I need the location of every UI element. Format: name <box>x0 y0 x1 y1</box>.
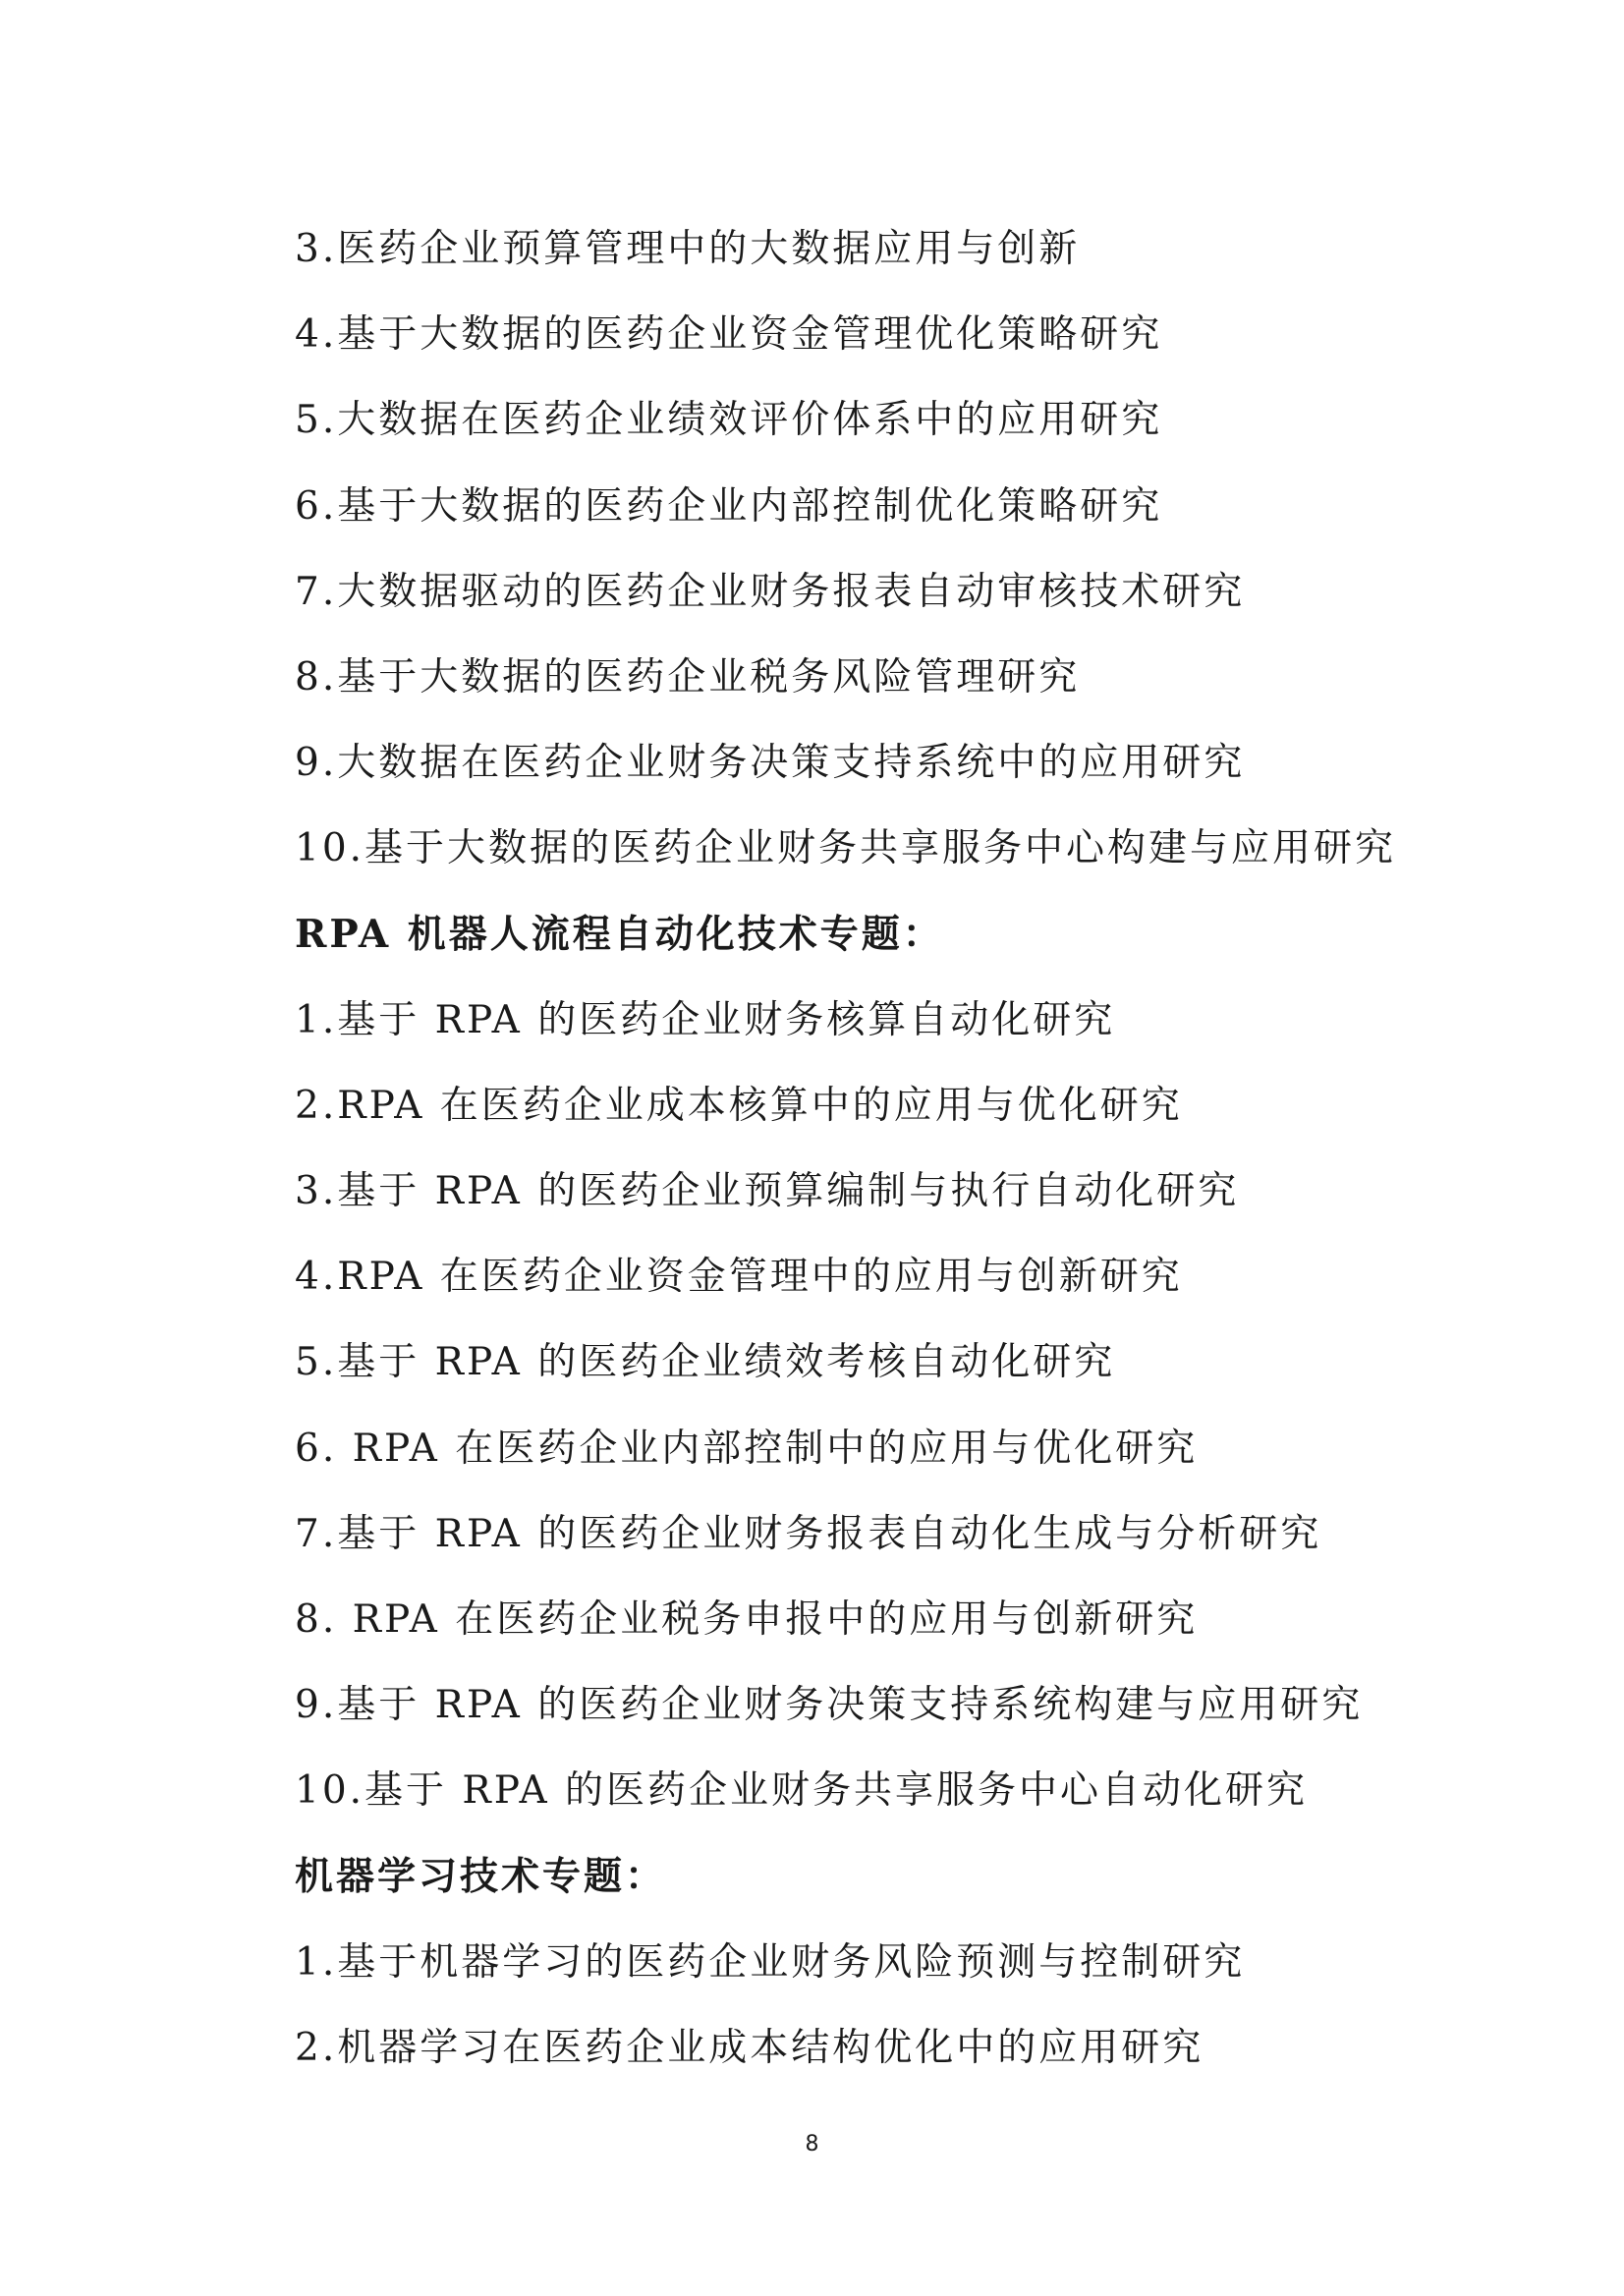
topic-item: 1.基于机器学习的医药企业财务风险预测与控制研究 <box>295 1939 1246 1985</box>
section-heading: RPA 机器人流程自动化技术专题： <box>295 911 944 957</box>
topic-item: 3.医药企业预算管理中的大数据应用与创新 <box>295 227 1081 271</box>
topic-item: 5.基于 RPA 的医药企业绩效考核自动化研究 <box>295 1340 1116 1385</box>
topic-item: 4.RPA 在医药企业资金管理中的应用与创新研究 <box>295 1255 1183 1300</box>
topic-item: 10.基于 RPA 的医药企业财务共享服务中心自动化研究 <box>295 1768 1309 1814</box>
topic-item: 9.大数据在医药企业财务决策支持系统中的应用研究 <box>295 741 1246 786</box>
topic-item: 9.基于 RPA 的医药企业财务决策支持系统构建与应用研究 <box>295 1683 1364 1728</box>
topic-item: 6.基于大数据的医药企业内部控制优化策略研究 <box>295 483 1163 529</box>
topic-item: 5.大数据在医药企业绩效评价体系中的应用研究 <box>295 398 1163 443</box>
topic-list <box>295 206 1415 2091</box>
topic-item: 2.RPA 在医药企业成本核算中的应用与优化研究 <box>295 1083 1183 1128</box>
topic-item: 1.基于 RPA 的医药企业财务核算自动化研究 <box>295 997 1116 1042</box>
topic-item: 7.基于 RPA 的医药企业财务报表自动化生成与分析研究 <box>295 1511 1322 1556</box>
topic-item: 7.大数据驱动的医药企业财务报表自动审核技术研究 <box>295 569 1246 614</box>
section-heading: 机器学习技术专题： <box>295 1853 667 1899</box>
topic-item: 8.基于大数据的医药企业税务风险管理研究 <box>295 654 1081 700</box>
topic-item: 6. RPA 在医药企业内部控制中的应用与优化研究 <box>295 1426 1199 1471</box>
page-number: 8 <box>805 2132 819 2156</box>
topic-item: 3.基于 RPA 的医药企业预算编制与执行自动化研究 <box>295 1169 1240 1214</box>
topic-item: 4.基于大数据的医药企业资金管理优化策略研究 <box>295 312 1163 358</box>
topic-item: 10.基于大数据的医药企业财务共享服务中心构建与应用研究 <box>295 826 1397 871</box>
topic-item: 8. RPA 在医药企业税务申报中的应用与创新研究 <box>295 1597 1199 1642</box>
topic-item: 2.机器学习在医药企业成本结构优化中的应用研究 <box>295 2025 1204 2070</box>
